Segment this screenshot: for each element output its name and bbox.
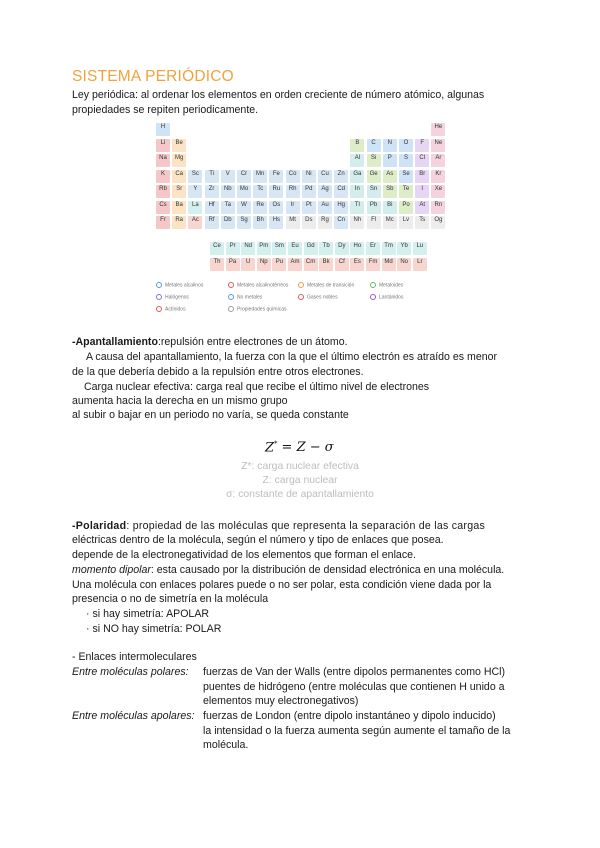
simetria-polar: · si NO hay simetría: POLAR bbox=[86, 623, 222, 635]
element-lu: Lu bbox=[413, 242, 427, 255]
element-c: C bbox=[367, 139, 381, 152]
intro-line-1: Ley periódica: al ordenar los elementos en orden creciente de número atómico, algunas bbox=[72, 89, 485, 101]
polaridad-definition bbox=[72, 519, 485, 534]
element-cn: Cn bbox=[334, 216, 348, 229]
element-kr: Kr bbox=[431, 170, 445, 183]
formula-sup: * bbox=[274, 440, 278, 448]
element-cd: Cd bbox=[334, 185, 348, 198]
element-po: Po bbox=[399, 201, 413, 214]
element-pa: Pa bbox=[226, 258, 240, 271]
element-lr: Lr bbox=[413, 258, 427, 271]
element-i: I bbox=[415, 185, 429, 198]
element-al: Al bbox=[350, 154, 364, 167]
legend-label: Metales de transición bbox=[307, 282, 355, 289]
element-gd: Gd bbox=[304, 242, 318, 255]
element-th: Th bbox=[210, 258, 224, 271]
element-ne: Ne bbox=[431, 139, 445, 152]
element-fr: Fr bbox=[156, 216, 170, 229]
element-cr: Cr bbox=[237, 170, 251, 183]
element-cm: Cm bbox=[304, 258, 318, 271]
element-bh: Bh bbox=[253, 216, 267, 229]
element-v: V bbox=[221, 170, 235, 183]
element-bi: Bi bbox=[383, 201, 397, 214]
element-ho: Ho bbox=[350, 242, 364, 255]
legend-item bbox=[228, 294, 262, 300]
legend-item bbox=[370, 282, 403, 288]
element-te: Te bbox=[399, 185, 413, 198]
legend-label: Metaloides bbox=[379, 282, 404, 289]
legend-item bbox=[156, 294, 189, 300]
element-xe: Xe bbox=[431, 185, 445, 198]
legend-label: Lantánidos bbox=[379, 294, 404, 301]
element-ar: Ar bbox=[431, 154, 445, 167]
element-er: Er bbox=[366, 242, 380, 255]
element-cl: Cl bbox=[415, 154, 429, 167]
legend-label: Actínidos bbox=[165, 306, 186, 313]
apantallamiento-line: aumenta hacia la derecha en un mismo grupo bbox=[72, 395, 288, 407]
legend-dot-icon bbox=[228, 306, 234, 312]
element-ba: Ba bbox=[172, 201, 186, 214]
element-rg: Rg bbox=[318, 216, 332, 229]
element-mo: Mo bbox=[237, 185, 251, 198]
element-b: B bbox=[350, 139, 364, 152]
apolares-line: molécula. bbox=[203, 739, 249, 751]
formula-zeff bbox=[265, 440, 334, 455]
element-nb: Nb bbox=[221, 185, 235, 198]
element-sr: Sr bbox=[172, 185, 186, 198]
formula-lhs: Z bbox=[265, 440, 275, 456]
legend-item bbox=[298, 282, 354, 288]
element-rh: Rh bbox=[286, 185, 300, 198]
element-ni: Ni bbox=[302, 170, 316, 183]
element-ru: Ru bbox=[269, 185, 283, 198]
formula-legend-sigma: σ: constante de apantallamiento bbox=[226, 489, 374, 500]
legend-item bbox=[370, 294, 403, 300]
element-dy: Dy bbox=[335, 242, 349, 255]
apantallamiento-line: A causa del apantallamiento, la fuerza con la que el último electrón es atraído es menor bbox=[86, 351, 498, 363]
legend-item bbox=[228, 282, 288, 288]
element-h: H bbox=[156, 123, 170, 136]
element-lv: Lv bbox=[399, 216, 413, 229]
element-sn: Sn bbox=[367, 185, 381, 198]
element-br: Br bbox=[415, 170, 429, 183]
legend-dot-icon bbox=[298, 282, 304, 288]
legend-dot-icon bbox=[156, 294, 162, 300]
element-tb: Tb bbox=[319, 242, 333, 255]
element-f: F bbox=[415, 139, 429, 152]
element-ga: Ga bbox=[350, 170, 364, 183]
element-au: Au bbox=[318, 201, 332, 214]
element-hg: Hg bbox=[334, 201, 348, 214]
element-pb: Pb bbox=[367, 201, 381, 214]
element-mt: Mt bbox=[286, 216, 300, 229]
legend-label: Gases nobles bbox=[307, 294, 338, 301]
legend-dot-icon bbox=[228, 282, 234, 288]
momento-dipolar-term: momento dipolar bbox=[72, 564, 151, 576]
element-og: Og bbox=[431, 216, 445, 229]
element-mc: Mc bbox=[383, 216, 397, 229]
polaridad-text: : propiedad de las moléculas que representa la separación de las cargas bbox=[126, 520, 486, 532]
momento-dipolar-line bbox=[72, 563, 504, 578]
legend-label: Metales alcalinos bbox=[165, 282, 204, 289]
element-fl: Fl bbox=[367, 216, 381, 229]
element-am: Am bbox=[288, 258, 302, 271]
legend-dot-icon bbox=[156, 306, 162, 312]
element-sc: Sc bbox=[188, 170, 202, 183]
element-tl: Tl bbox=[350, 201, 364, 214]
momento-dipolar-text: : esta causado por la distribución de densidad electrónica en una molécula. bbox=[150, 564, 505, 576]
element-y: Y bbox=[188, 185, 202, 198]
element-np: Np bbox=[257, 258, 271, 271]
polaridad-term: -Polaridad bbox=[72, 520, 127, 532]
formula-legend-z: Z: carga nuclear bbox=[262, 475, 338, 486]
element-rb: Rb bbox=[156, 185, 170, 198]
periodic-table-legend bbox=[156, 282, 446, 318]
periodic-table-f-block bbox=[210, 242, 430, 272]
legend-item bbox=[298, 294, 338, 300]
element-pr: Pr bbox=[226, 242, 240, 255]
apolares-line: la intensidad o la fuerza aumenta según aumente el tamaño de la bbox=[203, 725, 511, 737]
element-ir: Ir bbox=[286, 201, 300, 214]
legend-item bbox=[228, 306, 286, 312]
page-title: SISTEMA PERIÓDICO bbox=[72, 68, 234, 85]
element-nh: Nh bbox=[350, 216, 364, 229]
apantallamiento-line: al subir o bajar en un periodo no varía, se queda constante bbox=[72, 409, 349, 421]
legend-label: Propiedades químicas bbox=[237, 306, 287, 313]
enlaces-heading: - Enlaces intermoleculares bbox=[72, 651, 197, 663]
element-rn: Rn bbox=[431, 201, 445, 214]
element-eu: Eu bbox=[288, 242, 302, 255]
periodic-table bbox=[156, 123, 446, 233]
element-hs: Hs bbox=[269, 216, 283, 229]
element-co: Co bbox=[286, 170, 300, 183]
legend-dot-icon bbox=[228, 294, 234, 300]
element-se: Se bbox=[399, 170, 413, 183]
element-sg: Sg bbox=[237, 216, 251, 229]
formula-rhs: = Z − σ bbox=[281, 440, 334, 456]
element-pu: Pu bbox=[272, 258, 286, 271]
element-si: Si bbox=[367, 154, 381, 167]
apantallamiento-term: -Apantallamiento bbox=[72, 336, 158, 348]
element-es: Es bbox=[350, 258, 364, 271]
element-tc: Tc bbox=[253, 185, 267, 198]
element-mg: Mg bbox=[172, 154, 186, 167]
polares-line: puentes de hidrógeno (entre moléculas que contienen H unido a bbox=[203, 681, 505, 693]
apantallamiento-definition bbox=[72, 335, 348, 350]
element-ag: Ag bbox=[318, 185, 332, 198]
polaridad-line: presencia o no de simetría en la molécula bbox=[72, 593, 269, 605]
element-ca: Ca bbox=[172, 170, 186, 183]
element-pt: Pt bbox=[302, 201, 316, 214]
element-hf: Hf bbox=[205, 201, 219, 214]
element-w: W bbox=[237, 201, 251, 214]
element-db: Db bbox=[221, 216, 235, 229]
element-be: Be bbox=[172, 139, 186, 152]
element-yb: Yb bbox=[397, 242, 411, 255]
element-s: S bbox=[399, 154, 413, 167]
apantallamiento-line: de la que debería debido a la repulsión entre otros electrones. bbox=[72, 366, 364, 378]
element-at: At bbox=[415, 201, 429, 214]
element-bk: Bk bbox=[319, 258, 333, 271]
element-n: N bbox=[383, 139, 397, 152]
element-fe: Fe bbox=[269, 170, 283, 183]
legend-label: Metales alcalinotérreos bbox=[237, 282, 289, 289]
element-nd: Nd bbox=[241, 242, 255, 255]
legend-label: Halógenos bbox=[165, 294, 189, 301]
element-o: O bbox=[399, 139, 413, 152]
element-ts: Ts bbox=[415, 216, 429, 229]
element-he: He bbox=[431, 123, 445, 136]
element-fm: Fm bbox=[366, 258, 380, 271]
legend-dot-icon bbox=[156, 282, 162, 288]
legend-dot-icon bbox=[370, 294, 376, 300]
element-cf: Cf bbox=[335, 258, 349, 271]
element-la: La bbox=[188, 201, 202, 214]
polaridad-line: depende de la electronegatividad de los elementos que forman el enlace. bbox=[72, 549, 416, 561]
intro-line-2: propiedades se repiten periodicamente. bbox=[72, 104, 259, 116]
legend-item bbox=[156, 282, 203, 288]
element-rf: Rf bbox=[205, 216, 219, 229]
element-na: Na bbox=[156, 154, 170, 167]
element-ra: Ra bbox=[172, 216, 186, 229]
polares-line: elementos muy electronegativos) bbox=[203, 695, 359, 707]
element-tm: Tm bbox=[382, 242, 396, 255]
element-ce: Ce bbox=[210, 242, 224, 255]
element-ta: Ta bbox=[221, 201, 235, 214]
element-li: Li bbox=[156, 139, 170, 152]
legend-label: No metales bbox=[237, 294, 263, 301]
element-md: Md bbox=[382, 258, 396, 271]
apolares-line: fuerzas de London (entre dipolo instantáneo y dipolo inducido) bbox=[203, 710, 496, 722]
simetria-apolar: · si hay simetría: APOLAR bbox=[86, 608, 210, 620]
apantallamiento-def-text: :repulsión entre electrones de un átomo. bbox=[157, 336, 348, 348]
element-no: No bbox=[397, 258, 411, 271]
element-p: P bbox=[383, 154, 397, 167]
legend-item bbox=[156, 306, 186, 312]
element-os: Os bbox=[269, 201, 283, 214]
element-pd: Pd bbox=[302, 185, 316, 198]
polaridad-line: Una molécula con enlaces polares puede o no ser polar, esta condición viene dada por la bbox=[72, 579, 492, 591]
element-mn: Mn bbox=[253, 170, 267, 183]
element-k: K bbox=[156, 170, 170, 183]
polares-line: fuerzas de Van der Walls (entre dipolos permanentes como HCl) bbox=[203, 666, 506, 678]
apolares-label: Entre moléculas apolares: bbox=[72, 710, 195, 722]
legend-dot-icon bbox=[298, 294, 304, 300]
polaridad-line: eléctricas dentro de la molécula, según el número y tipo de enlaces que posea. bbox=[72, 534, 444, 546]
element-ds: Ds bbox=[302, 216, 316, 229]
element-ac: Ac bbox=[188, 216, 202, 229]
element-zr: Zr bbox=[205, 185, 219, 198]
carga-nuclear-efectiva-line: Carga nuclear efectiva: carga real que recibe el último nivel de electrones bbox=[84, 381, 430, 393]
element-cs: Cs bbox=[156, 201, 170, 214]
polares-label: Entre moléculas polares: bbox=[72, 666, 189, 678]
element-as: As bbox=[383, 170, 397, 183]
legend-dot-icon bbox=[370, 282, 376, 288]
element-in: In bbox=[350, 185, 364, 198]
element-re: Re bbox=[253, 201, 267, 214]
element-u: U bbox=[241, 258, 255, 271]
element-zn: Zn bbox=[334, 170, 348, 183]
element-sb: Sb bbox=[383, 185, 397, 198]
element-sm: Sm bbox=[272, 242, 286, 255]
element-ti: Ti bbox=[205, 170, 219, 183]
element-ge: Ge bbox=[367, 170, 381, 183]
element-cu: Cu bbox=[318, 170, 332, 183]
element-pm: Pm bbox=[257, 242, 271, 255]
formula-legend-zeff: Z*: carga nuclear efectiva bbox=[241, 461, 359, 472]
